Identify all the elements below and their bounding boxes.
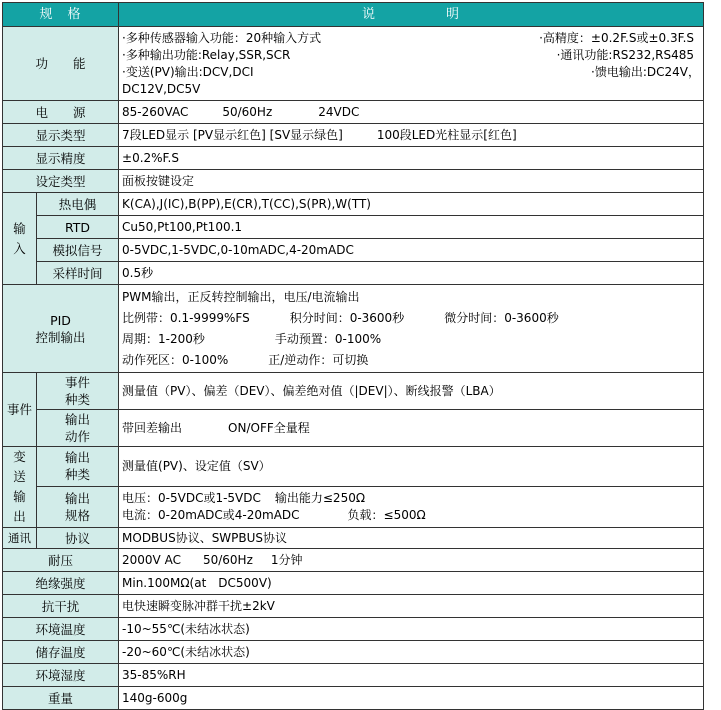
row-event-action	[3, 410, 704, 447]
transmit-group-1: 变	[13, 449, 26, 464]
label-setting-type: 设定类型	[3, 170, 119, 193]
row-weight	[3, 687, 704, 710]
transmit-kind-bottom: 种类	[65, 467, 91, 483]
row-setting-type	[3, 170, 704, 193]
value-display-precision: ±0.2%F.S	[119, 147, 704, 170]
pid-manual: 手动预置：0-100%	[274, 331, 382, 346]
value-withstand	[119, 549, 704, 572]
transmit-spec-bottom: 规格	[65, 507, 91, 523]
function-line1-a: ·多种传感器输入功能：20种输入方式	[122, 30, 322, 45]
row-pid	[3, 285, 704, 373]
value-storage-temp: -20~60℃(未结冰状态)	[119, 641, 704, 664]
pid-line1: PWM输出，正反转控制输出，电压/电流输出	[122, 289, 360, 304]
input-group-text: 输入	[13, 220, 26, 256]
spec-table	[2, 2, 704, 710]
transmit-spec-top: 输出	[65, 490, 91, 506]
value-weight: 140g-600g	[119, 687, 704, 710]
label-sampling: 采样时间	[37, 262, 119, 285]
value-transmit-kind: 测量值(PV)、设定值（SV）	[119, 447, 704, 487]
function-line3-b: ·馈电输出:DC24V，	[591, 64, 701, 79]
row-analog	[3, 239, 704, 262]
transmit-voltage: 电压：0-5VDC或1-5VDC	[122, 490, 261, 505]
pid-direction: 正/逆动作：可切换	[268, 352, 369, 367]
value-transmit-spec	[119, 486, 704, 527]
header-desc: 说 明	[119, 3, 704, 27]
withstand-frequency: 50/60Hz	[202, 552, 253, 567]
header-spec: 规 格	[3, 3, 119, 27]
label-display-type: 显示类型	[3, 124, 119, 147]
value-interference: 电快速瞬变脉冲群干扰±2kV	[119, 595, 704, 618]
function-line4: DC12V,DC5V	[122, 81, 201, 96]
pid-integral: 积分时间：0-3600秒	[289, 310, 405, 325]
label-comm-group: 通讯	[3, 528, 37, 549]
label-env-humidity: 环境湿度	[3, 664, 119, 687]
transmit-current: 电流：0-20mADC或4-20mADC	[122, 507, 300, 522]
transmit-kind-top: 输出	[65, 450, 91, 466]
row-withstand	[3, 549, 704, 572]
row-env-temp	[3, 618, 704, 641]
label-pid	[3, 285, 119, 373]
value-function	[119, 27, 704, 101]
label-env-temp: 环境温度	[3, 618, 119, 641]
function-line2-b: ·通讯功能:RS232,RS485	[556, 47, 695, 62]
display-type-led: 7段LED显示	[122, 127, 190, 142]
transmit-group-4: 出	[13, 509, 26, 524]
row-transmit-kind	[3, 447, 704, 487]
value-analog: 0-5VDC,1-5VDC,0-10mADC,4-20mADC	[119, 239, 704, 262]
withstand-duration: 1分钟	[270, 552, 303, 567]
value-pid	[119, 285, 704, 373]
event-kind-bottom: 种类	[65, 392, 91, 407]
label-event-kind	[37, 373, 119, 410]
row-env-humidity	[3, 664, 704, 687]
row-function	[3, 27, 704, 101]
pid-label-bottom: 控制输出	[35, 329, 86, 345]
row-thermocouple	[3, 193, 704, 216]
pid-deadband: 动作死区：0-100%	[122, 352, 229, 367]
label-withstand: 耐压	[3, 549, 119, 572]
row-storage-temp	[3, 641, 704, 664]
label-transmit-kind	[37, 447, 119, 487]
label-input-group	[3, 193, 37, 285]
transmit-capacity: 输出能力≤250Ω	[274, 490, 366, 505]
row-sampling	[3, 262, 704, 285]
header-row	[3, 3, 704, 27]
value-event-action	[119, 410, 704, 447]
transmit-load: 负载：≤500Ω	[347, 507, 426, 522]
value-comm: MODBUS协议、SWPBUS协议	[119, 528, 704, 549]
label-interference: 抗干扰	[3, 595, 119, 618]
function-line1-b: ·高精度：±0.2F.S或±0.3F.S	[539, 30, 695, 45]
event-kind-top: 事件	[65, 375, 91, 390]
event-action-hysteresis: 带回差输出	[122, 420, 183, 435]
label-function: 功 能	[3, 27, 119, 101]
transmit-group-2: 送	[13, 469, 26, 484]
label-comm-protocol: 协议	[37, 528, 119, 549]
value-power	[119, 101, 704, 124]
label-transmit-group	[3, 447, 37, 528]
row-comm	[3, 528, 704, 549]
value-insulation: Min.100MΩ(at DC500V)	[119, 572, 704, 595]
event-action-top: 输出	[65, 412, 91, 427]
function-line2-a: ·多种输出功能:Relay,SSR,SCR	[122, 47, 291, 62]
event-action-onoff: ON/OFF全量程	[228, 420, 310, 435]
value-rtd: Cu50,Pt100,Pt100.1	[119, 216, 704, 239]
label-event-action	[37, 410, 119, 447]
label-event-group: 事件	[3, 373, 37, 447]
label-rtd: RTD	[37, 216, 119, 239]
row-display-precision	[3, 147, 704, 170]
value-event-kind: 测量值（PV）、偏差（DEV）、偏差绝对值（|DEV|）、断线报警（LBA）	[119, 373, 704, 410]
pid-period: 周期：1-200秒	[122, 331, 205, 346]
value-env-humidity: 35-85%RH	[119, 664, 704, 687]
event-action-bottom: 动作	[65, 429, 91, 444]
value-display-type	[119, 124, 704, 147]
label-thermocouple: 热电偶	[37, 193, 119, 216]
value-env-temp: -10~55℃(未结冰状态)	[119, 618, 704, 641]
display-type-bar: 100段LED光柱显示[红色]	[376, 127, 517, 142]
label-display-precision: 显示精度	[3, 147, 119, 170]
row-display-type	[3, 124, 704, 147]
label-weight: 重量	[3, 687, 119, 710]
display-type-sv: [SV显示绿色]	[269, 127, 343, 142]
label-storage-temp: 储存温度	[3, 641, 119, 664]
label-insulation: 绝缘强度	[3, 572, 119, 595]
display-type-pv: [PV显示红色]	[193, 127, 266, 142]
power-voltage: 85-260VAC	[122, 104, 189, 119]
pid-prop-band: 比例带：0.1-9999%FS	[122, 310, 250, 325]
transmit-group-3: 输	[13, 489, 26, 504]
label-transmit-spec	[37, 486, 119, 527]
row-interference	[3, 595, 704, 618]
function-line3-a: ·变送(PV)输出:DCV,DCI	[122, 64, 254, 79]
withstand-voltage: 2000V AC	[122, 552, 181, 567]
value-setting-type: 面板按键设定	[119, 170, 704, 193]
row-transmit-spec	[3, 486, 704, 527]
row-insulation	[3, 572, 704, 595]
pid-derivative: 微分时间：0-3600秒	[444, 310, 559, 325]
value-sampling: 0.5秒	[119, 262, 704, 285]
label-power: 电 源	[3, 101, 119, 124]
label-analog: 模拟信号	[37, 239, 119, 262]
row-power	[3, 101, 704, 124]
row-event-kind	[3, 373, 704, 410]
power-frequency: 50/60Hz	[222, 104, 273, 119]
value-thermocouple: K(CA),J(IC),B(PP),E(CR),T(CC),S(PR),W(TT)	[119, 193, 704, 216]
row-rtd	[3, 216, 704, 239]
power-dc: 24VDC	[318, 104, 360, 119]
pid-label-top: PID	[50, 312, 71, 328]
